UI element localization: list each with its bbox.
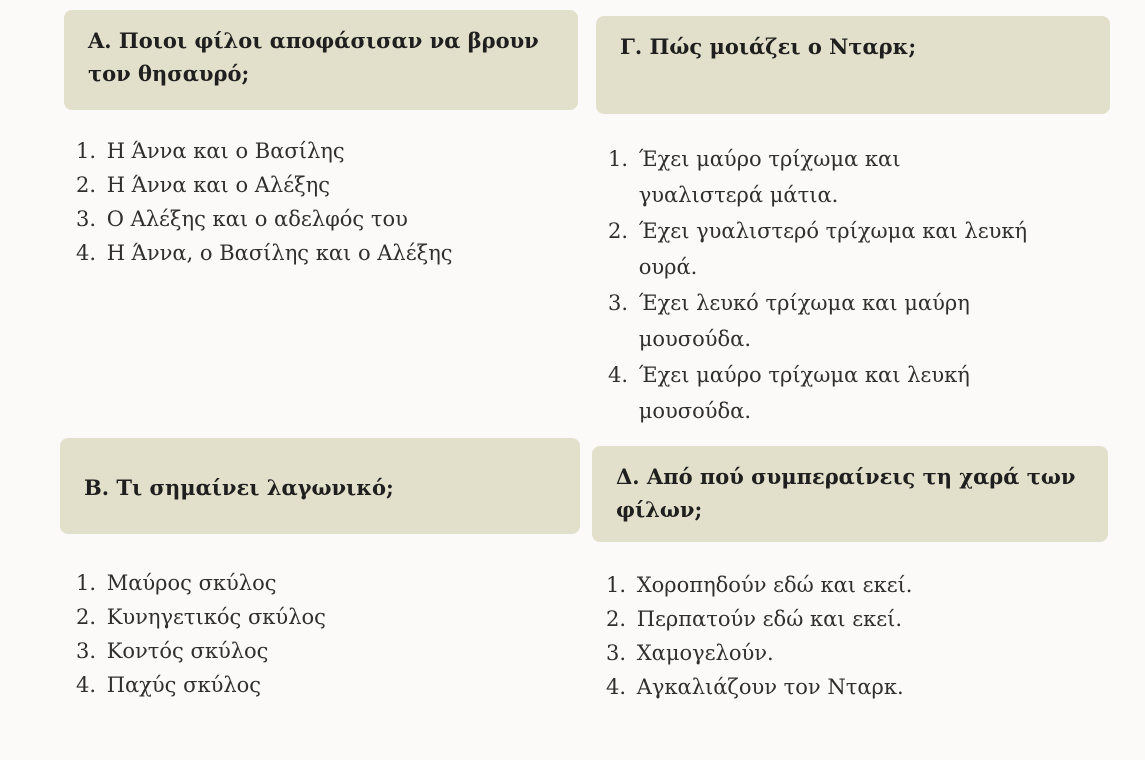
option-text: Παχύς σκύλος [106, 673, 262, 697]
option-d-2[interactable] [606, 602, 1106, 636]
option-text: Κυνηγετικός σκύλος [106, 605, 326, 629]
option-text: Ο Αλέξης και ο αδελφός του [106, 207, 408, 231]
option-number: 2. [76, 173, 97, 197]
option-c-4[interactable] [608, 357, 1028, 429]
option-number: 2. [606, 607, 627, 631]
option-d-4[interactable] [606, 670, 1106, 704]
option-text: Η Άννα και ο Βασίλης [106, 139, 345, 163]
option-text: Χοροπηδούν εδώ και εκεί. [636, 573, 913, 597]
option-c-2[interactable] [608, 213, 1028, 285]
question-b-options [76, 566, 576, 702]
option-text: Η Άννα, ο Βασίλης και ο Αλέξης [106, 241, 453, 265]
option-b-2[interactable] [76, 600, 576, 634]
option-d-1[interactable] [606, 568, 1106, 602]
option-a-3[interactable] [76, 202, 576, 236]
option-text: Έχει μαύρο τρίχωμα και λευκή μουσούδα. [638, 363, 970, 423]
option-number: 1. [76, 571, 97, 595]
option-b-4[interactable] [76, 668, 576, 702]
option-d-3[interactable] [606, 636, 1106, 670]
question-a-box [64, 10, 578, 110]
option-number: 3. [608, 291, 629, 315]
option-number: 2. [608, 219, 629, 243]
option-text: Έχει μαύρο τρίχωμα και γυαλιστερά μάτια. [638, 147, 901, 207]
option-text: Χαμογελούν. [636, 641, 774, 665]
question-c-options [608, 141, 1028, 429]
option-text: Έχει λευκό τρίχωμα και μαύρη μουσούδα. [638, 291, 970, 351]
option-c-3[interactable] [608, 285, 1028, 357]
question-b-title: Β. Τι σημαίνει λαγωνικό; [84, 474, 394, 500]
option-a-1[interactable] [76, 134, 576, 168]
option-number: 4. [606, 675, 627, 699]
question-a-options [76, 134, 576, 270]
question-b-box [60, 438, 580, 534]
option-number: 3. [606, 641, 627, 665]
option-number: 1. [76, 139, 97, 163]
option-number: 4. [76, 241, 97, 265]
option-text: Αγκαλιάζουν τον Νταρκ. [636, 675, 904, 699]
option-text: Μαύρος σκύλος [106, 571, 277, 595]
question-d-box [592, 446, 1108, 542]
option-text: Κοντός σκύλος [106, 639, 269, 663]
option-text: Η Άννα και ο Αλέξης [106, 173, 331, 197]
option-number: 3. [76, 639, 97, 663]
option-text: Περπατούν εδώ και εκεί. [636, 607, 903, 631]
question-c-title: Γ. Πώς μοιάζει ο Νταρκ; [620, 34, 917, 59]
option-b-3[interactable] [76, 634, 576, 668]
option-a-2[interactable] [76, 168, 576, 202]
question-a-title: Α. Ποιοι φίλοι αποφάσισαν να βρουν τον θησαυρό; [88, 28, 539, 86]
option-number: 3. [76, 207, 97, 231]
option-b-1[interactable] [76, 566, 576, 600]
question-d-title: Δ. Από πού συμπεραίνεις τη χαρά των φίλων; [616, 464, 1076, 522]
option-text: Έχει γυαλιστερό τρίχωμα και λευκή ουρά. [638, 219, 1028, 279]
option-a-4[interactable] [76, 236, 576, 270]
option-number: 1. [608, 147, 629, 171]
option-number: 4. [608, 363, 629, 387]
question-c-box [596, 16, 1110, 114]
option-number: 2. [76, 605, 97, 629]
option-number: 1. [606, 573, 627, 597]
question-d-options [606, 568, 1106, 704]
option-number: 4. [76, 673, 97, 697]
option-c-1[interactable] [608, 141, 1028, 213]
